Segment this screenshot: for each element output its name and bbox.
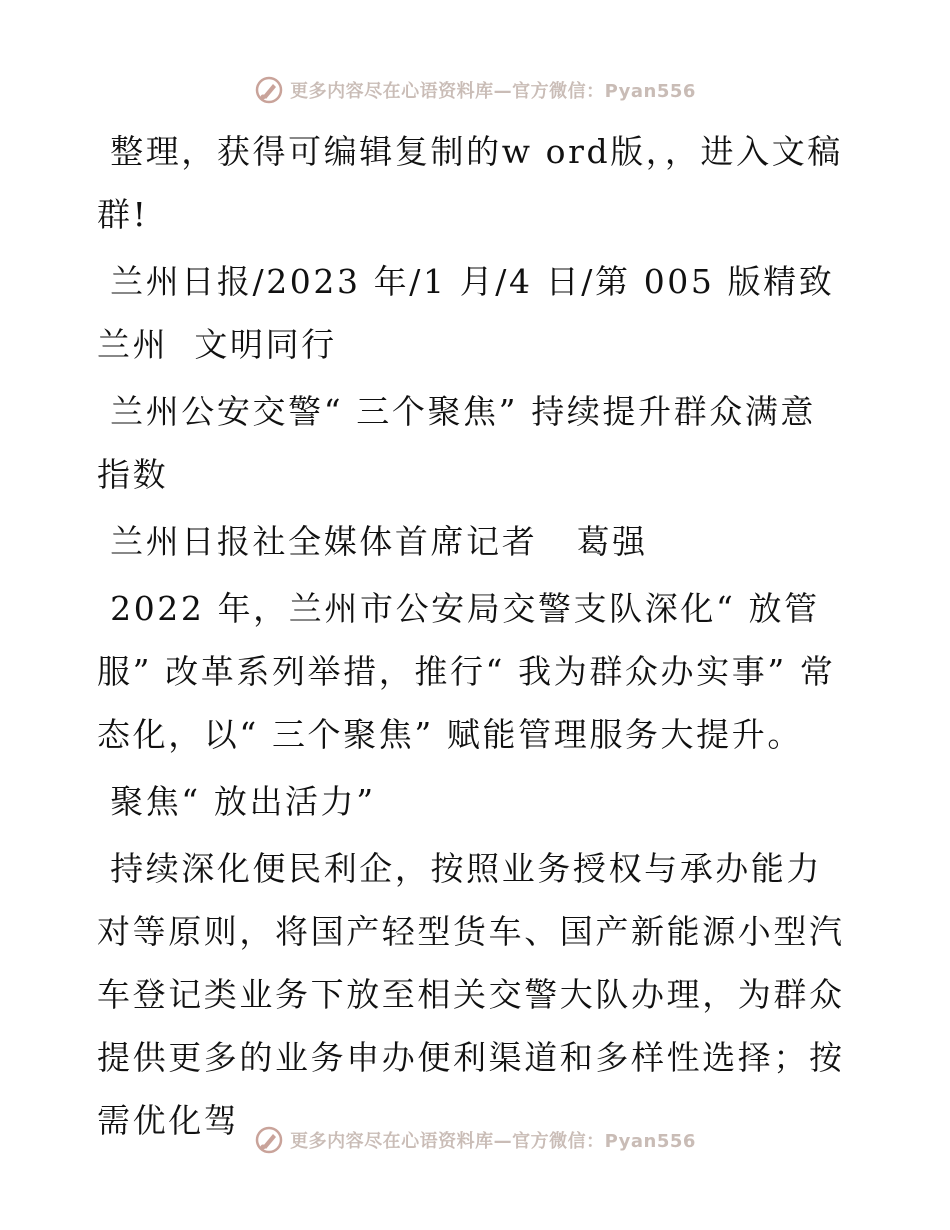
- footer-watermark: [0, 1120, 950, 1160]
- document-body: [97, 120, 849, 1156]
- paragraph-subheading: 聚焦“ 放出活力”: [97, 782, 376, 821]
- paragraph-headline: 兰州公安交警“ 三个聚焦” 持续提升群众满意指数: [97, 392, 817, 494]
- watermark-text: 更多内容尽在心语资料库—官方微信：Pyan556: [290, 1131, 696, 1152]
- paragraph-byline: 兰州日报社全媒体首席记者 葛强: [97, 522, 648, 561]
- header-watermark: [0, 70, 950, 110]
- pen-logo-icon: [254, 75, 284, 105]
- watermark-text: 更多内容尽在心语资料库—官方微信：Pyan556: [290, 81, 696, 102]
- pen-logo-icon: [254, 1125, 284, 1155]
- paragraph-body: 持续深化便民利企，按照业务授权与承办能力对等原则，将国产轻型货车、国产新能源小型汽车登记类业务下放至相关交警大队办理，为群众提供更多的业务申办便利渠道和多样性选择；按需优化驾: [97, 849, 845, 1140]
- paragraph-source: 兰州日报/2023 年/1 月/4 日/第 005 版精致兰州 文明同行: [97, 262, 835, 364]
- paragraph-lead: 2022 年，兰州市公安局交警支队深化“ 放管服” 改革系列举措，推行“ 我为群众办实事” 常态化，以“ 三个聚焦” 赋能管理服务大提升。: [97, 589, 836, 754]
- paragraph-intro: 整理，获得可编辑复制的w ord版，，进入文稿群!: [97, 132, 843, 234]
